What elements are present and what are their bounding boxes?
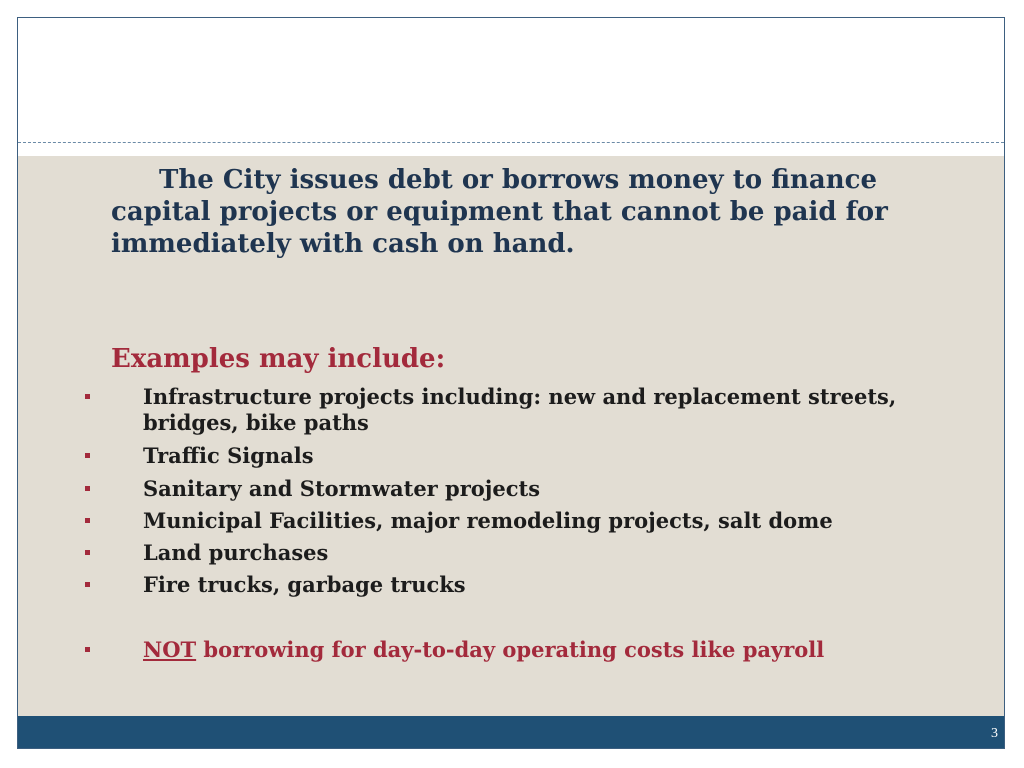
list-item-text: Land purchases — [143, 540, 329, 565]
bullet-square-icon — [85, 647, 90, 652]
list-item-text: Infrastructure projects including: new and replacement streets, bridges, bike paths — [143, 384, 897, 435]
list-item — [143, 384, 963, 436]
list-item — [143, 540, 963, 566]
list-item-text: Municipal Facilities, major remodeling projects, salt dome — [143, 508, 833, 533]
list-item-text: Traffic Signals — [143, 443, 314, 468]
bullet-square-icon — [85, 486, 90, 491]
list-item — [143, 572, 963, 598]
list-item — [143, 443, 963, 469]
bullet-square-icon — [85, 550, 90, 555]
list-item-text: borrowing for day-to-day operating costs like payroll — [196, 637, 825, 662]
list-item — [143, 508, 963, 534]
bullet-square-icon — [85, 394, 90, 399]
bullet-square-icon — [85, 582, 90, 587]
slide-number: 3 — [991, 726, 998, 741]
list-item-text: Sanitary and Stormwater projects — [143, 476, 541, 501]
bullet-square-icon — [85, 518, 90, 523]
title-divider — [18, 142, 1004, 143]
examples-heading: Examples may include: — [111, 344, 446, 374]
emphasis-not: NOT — [143, 637, 197, 662]
bullet-square-icon — [85, 453, 90, 458]
list-item-text: Fire trucks, garbage trucks — [143, 572, 466, 597]
footer-bar — [18, 716, 1004, 748]
list-item — [143, 476, 963, 502]
intro-paragraph: The City issues debt or borrows money to finance capital projects or equipment that cannot be paid for immediately with cash on hand. — [111, 165, 888, 259]
title-area — [18, 18, 1004, 142]
list-item-not-borrowing — [143, 637, 963, 663]
